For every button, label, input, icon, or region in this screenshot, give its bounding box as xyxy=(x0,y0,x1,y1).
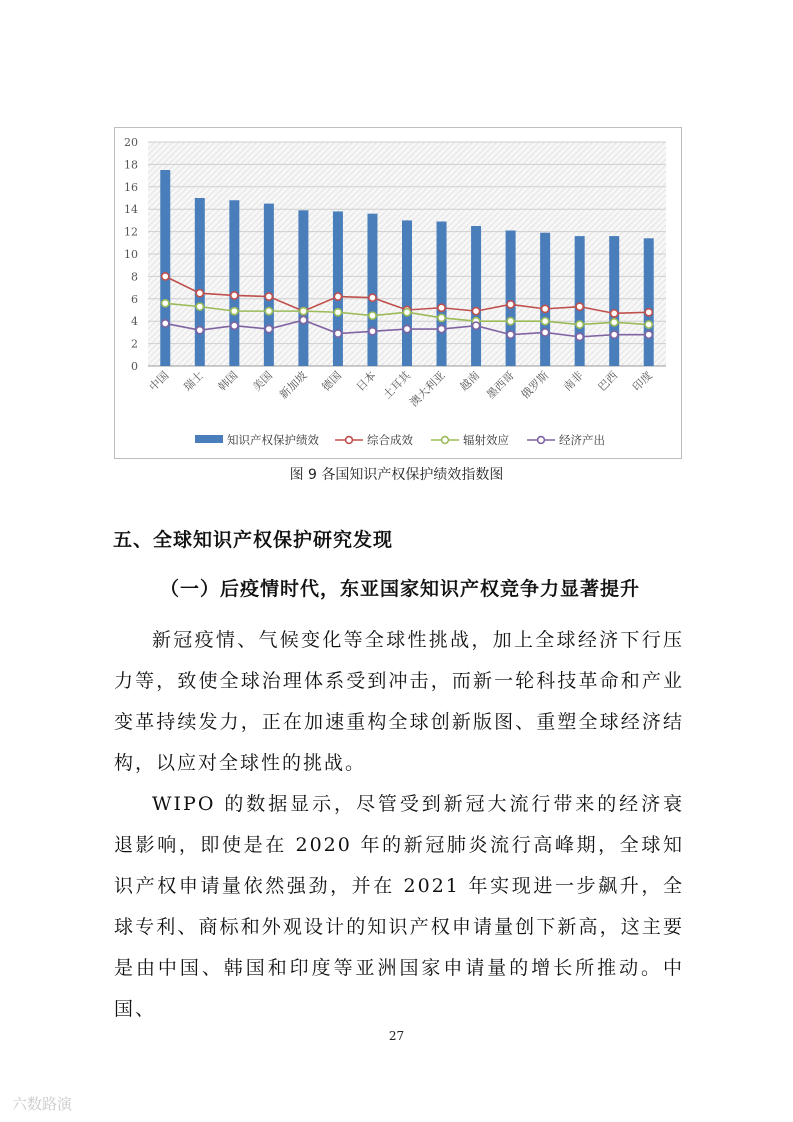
series-2-point-4 xyxy=(265,308,272,315)
subsection-title: （一）后疫情时代，东亚国家知识产权竞争力显著提升 xyxy=(160,578,641,600)
y-tick-label: 18 xyxy=(124,158,138,172)
x-tick-label: 澳大利亚 xyxy=(407,368,448,410)
legend-marker xyxy=(538,437,545,444)
series-3-point-15 xyxy=(645,331,652,338)
bar-10 xyxy=(471,226,481,366)
legend-marker xyxy=(346,437,353,444)
series-1-point-2 xyxy=(196,290,203,297)
series-1-point-1 xyxy=(162,273,169,280)
series-3-point-8 xyxy=(403,325,410,332)
y-tick-label: 16 xyxy=(124,180,138,194)
x-tick-label: 瑞士 xyxy=(181,368,206,394)
series-1-point-7 xyxy=(369,294,376,301)
series-3-point-10 xyxy=(472,322,479,329)
legend-label: 知识产权保护绩效 xyxy=(227,433,319,447)
series-2-point-1 xyxy=(162,300,169,307)
y-tick-label: 2 xyxy=(131,337,138,351)
figure-caption: 图 9 各国知识产权保护绩效指数图 xyxy=(289,467,504,483)
series-3-point-13 xyxy=(576,333,583,340)
series-1-point-12 xyxy=(542,305,549,312)
series-3-point-3 xyxy=(231,322,238,329)
y-tick-label: 8 xyxy=(131,270,138,284)
legend-swatch xyxy=(195,435,223,443)
series-2-point-13 xyxy=(576,321,583,328)
bar-3 xyxy=(229,200,239,366)
x-tick-label: 日本 xyxy=(353,368,379,394)
bar-2 xyxy=(195,198,205,366)
series-2-point-12 xyxy=(542,318,549,325)
series-2-point-9 xyxy=(438,314,445,321)
series-3-point-12 xyxy=(542,329,549,336)
bar-4 xyxy=(264,204,274,366)
legend-label: 综合成效 xyxy=(367,433,413,447)
y-tick-label: 20 xyxy=(124,136,138,149)
series-1-point-15 xyxy=(645,309,652,316)
legend-label: 经济产出 xyxy=(559,433,605,447)
y-tick-label: 10 xyxy=(124,248,138,261)
chart-container xyxy=(114,127,682,459)
x-tick-label: 中国 xyxy=(146,368,172,394)
series-1-point-6 xyxy=(334,293,341,300)
bar-12 xyxy=(540,233,550,366)
series-1-point-4 xyxy=(265,293,272,300)
x-tick-label: 俄罗斯 xyxy=(518,368,552,402)
y-tick-label: 12 xyxy=(124,225,138,239)
bar-1 xyxy=(160,170,170,366)
series-3-point-11 xyxy=(507,331,514,338)
series-1-point-13 xyxy=(576,303,583,310)
watermark: 六数路演 xyxy=(12,1095,73,1113)
page-number: 27 xyxy=(388,1029,405,1043)
series-2-point-3 xyxy=(231,308,238,315)
x-tick-label: 韩国 xyxy=(215,368,241,394)
series-3-point-2 xyxy=(196,327,203,334)
bar-15 xyxy=(644,238,654,366)
bar-6 xyxy=(333,211,343,366)
series-2-point-11 xyxy=(507,318,514,325)
series-2-point-6 xyxy=(334,309,341,316)
legend-marker xyxy=(442,437,449,444)
x-tick-label: 土耳其 xyxy=(380,368,414,402)
y-tick-label: 0 xyxy=(131,360,138,373)
series-1-point-3 xyxy=(231,292,238,299)
section-title: 五、全球知识产权保护研究发现 xyxy=(113,529,394,551)
series-1-point-11 xyxy=(507,301,514,308)
series-1-point-10 xyxy=(472,308,479,315)
bar-14 xyxy=(609,236,619,366)
series-2-point-7 xyxy=(369,312,376,319)
series-2-point-15 xyxy=(645,321,652,328)
bar-line-chart xyxy=(115,128,681,458)
series-2-point-8 xyxy=(403,309,410,316)
series-3-point-1 xyxy=(162,320,169,327)
bar-5 xyxy=(298,210,308,366)
x-tick-label: 巴西 xyxy=(595,368,621,394)
x-tick-label: 印度 xyxy=(630,368,655,394)
series-1-point-9 xyxy=(438,304,445,311)
bar-9 xyxy=(437,222,447,366)
series-3-point-9 xyxy=(438,325,445,332)
x-tick-label: 南非 xyxy=(561,368,586,394)
paragraph-1: 新冠疫情、气候变化等全球性挑战，加上全球经济下行压力等，致使全球治理体系受到冲击，而新一轮科技革命和产业变革持续发力，正在加速重构全球创新版图、重塑全球经济结构，以应对全球性的挑战。 xyxy=(114,629,684,774)
y-tick-label: 4 xyxy=(131,315,138,329)
y-tick-label: 6 xyxy=(131,292,138,306)
x-tick-label: 越南 xyxy=(457,368,483,394)
legend-label: 辐射效应 xyxy=(463,433,509,447)
x-tick-label: 墨西哥 xyxy=(484,368,517,402)
bar-13 xyxy=(575,236,585,366)
bar-11 xyxy=(506,230,516,366)
bar-8 xyxy=(402,220,412,366)
y-tick-label: 14 xyxy=(124,203,138,217)
series-3-point-14 xyxy=(611,331,618,338)
x-tick-label: 新加坡 xyxy=(276,368,310,402)
x-tick-label: 美国 xyxy=(250,368,275,394)
series-3-point-4 xyxy=(265,325,272,332)
series-1-point-14 xyxy=(611,310,618,317)
series-3-point-7 xyxy=(369,328,376,335)
series-3-point-6 xyxy=(334,330,341,337)
series-3-point-5 xyxy=(300,316,307,323)
series-2-point-14 xyxy=(611,319,618,326)
series-2-point-2 xyxy=(196,303,203,310)
x-tick-label: 德国 xyxy=(319,368,345,394)
paragraph-2: WIPO 的数据显示，尽管受到新冠大流行带来的经济衰退影响，即使是在 2020 年的新冠肺炎流行高峰期，全球知识产权申请量依然强劲，并在 2021 年实现进一步飙升，全球专利、商标和外观设计的知识产权申请量创下新高，这主要是由中国、韩国和印度等亚洲国家申请量的增长所推动。中国、 xyxy=(114,793,684,1020)
bar-7 xyxy=(367,214,377,366)
series-2-point-5 xyxy=(300,308,307,315)
